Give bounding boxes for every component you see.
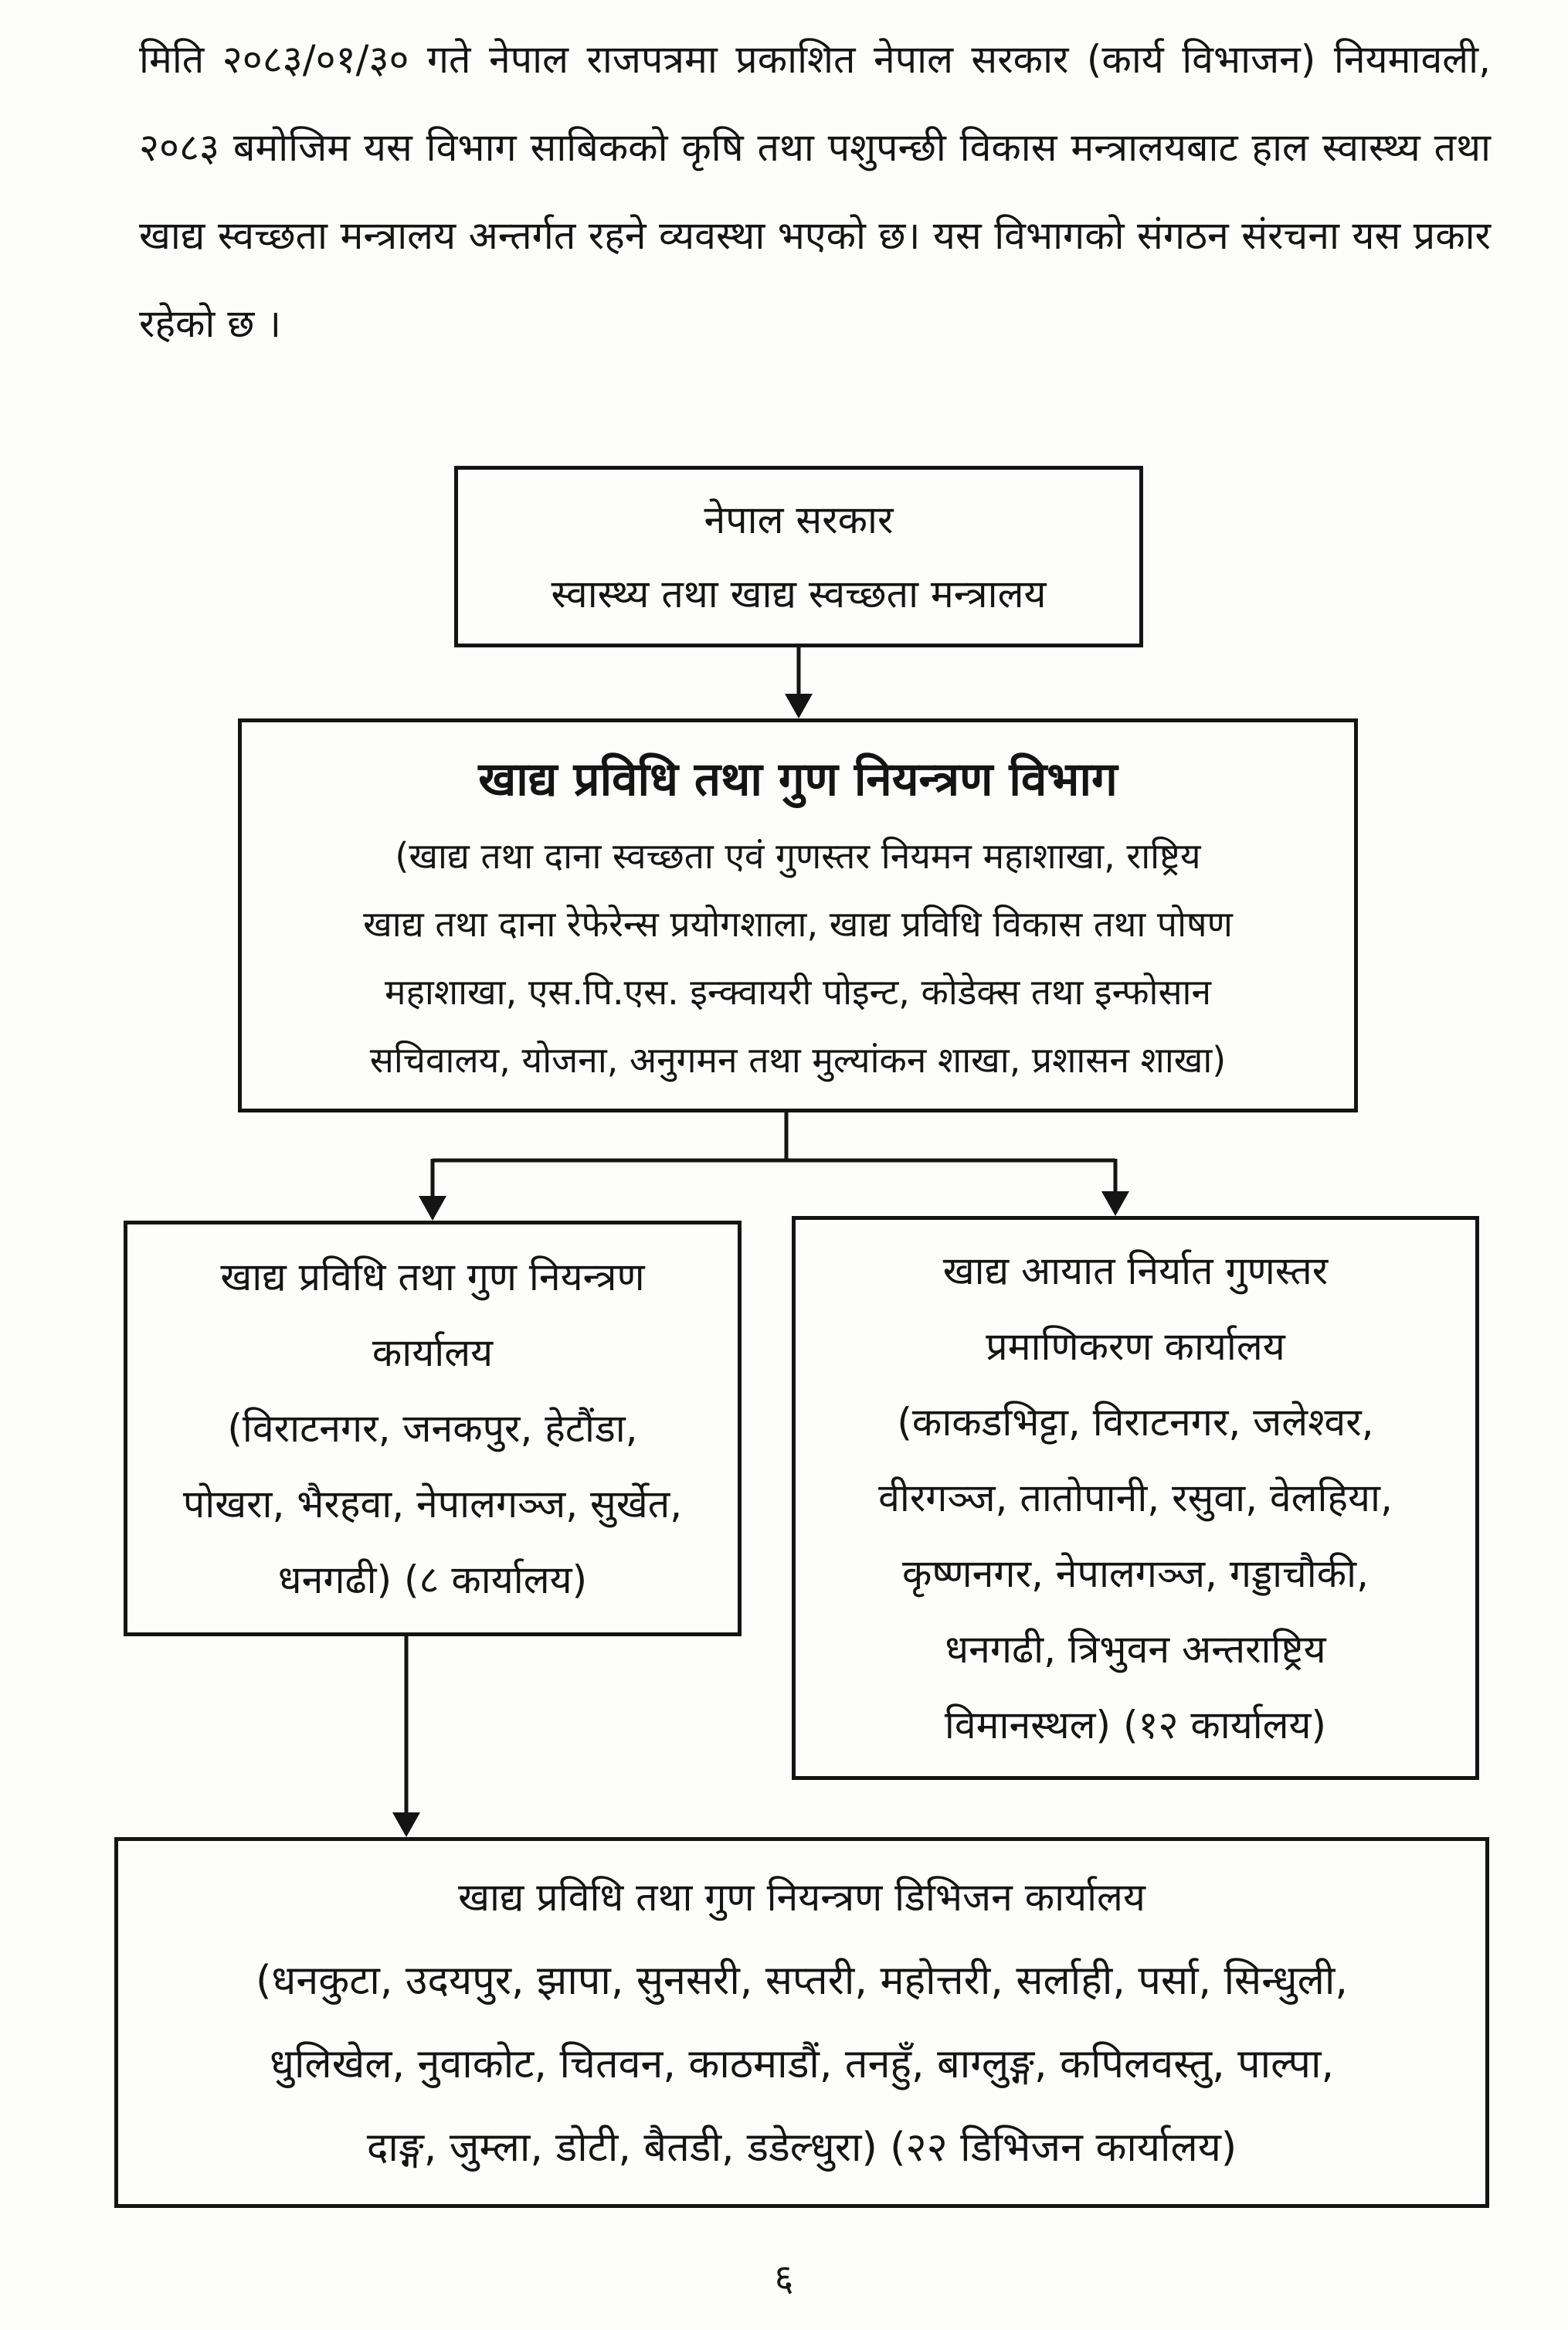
department-box: [238, 718, 1358, 1112]
quality-office-line: धनगढी) (८ कार्यालय): [277, 1557, 588, 1602]
import-export-office-line: विमानस्थल) (१२ कार्यालय): [944, 1703, 1327, 1748]
department-unit-line: (खाद्य तथा दाना स्वच्छता एवं गुणस्तर नियमन महाशाखा, राष्ट्रिय: [395, 835, 1201, 877]
quality-office-box: [124, 1221, 742, 1636]
import-export-office-line: (काकडभिट्टा, विराटनगर, जलेश्वर,: [897, 1400, 1374, 1445]
quality-office-line: कार्यालय: [372, 1330, 494, 1375]
division-office-line: (धनकुटा, उदयपुर, झापा, सुनसरी, सप्तरी, महोत्तरी, सर्लाही, पर्सा, सिन्धुली,: [256, 1958, 1348, 2004]
import-export-office-line: वीरगञ्ज, तातोपानी, रसुवा, वेलहिया,: [878, 1476, 1393, 1520]
arrowhead-division-office-icon: [392, 1812, 420, 1837]
quality-office-line: खाद्य प्रविधि तथा गुण नियन्त्रण: [220, 1255, 645, 1299]
import-export-office-line: प्रमाणिकरण कार्यालय: [986, 1324, 1285, 1369]
division-office-line: धुलिखेल, नुवाकोट, चितवन, काठमाडौं, तनहुँ, बाग्लुङ्ग, कपिलवस्तु, पाल्पा,: [269, 2041, 1334, 2087]
arrowhead-quality-office-icon: [419, 1196, 446, 1221]
page-number: ६: [774, 2257, 794, 2300]
import-export-office-line: खाद्य आयात निर्यात गुणस्तर: [942, 1248, 1329, 1293]
quality-office-line: पोखरा, भैरहवा, नेपालगञ्ज, सुर्खेत,: [182, 1482, 683, 1527]
import-export-office-box: [792, 1216, 1479, 1780]
ministry-line-2: स्वास्थ्य तथा खाद्य स्वच्छता मन्त्रालय: [551, 571, 1047, 616]
division-office-box: [114, 1837, 1489, 2208]
ministry-box: [454, 466, 1143, 647]
division-office-title: खाद्य प्रविधि तथा गुण नियन्त्रण डिभिजन कार्यालय: [458, 1875, 1145, 1920]
department-unit-line: सचिवालय, योजना, अनुगमन तथा मुल्यांकन शाखा, प्रशासन शाखा): [369, 1039, 1227, 1081]
intro-paragraph: मिति २०८३/०१/३० गते नेपाल राजपत्रमा प्रकाशित नेपाल सरकार (कार्य विभाजन) नियमावली, २०८३ बमोजिम यस विभाग साबिकको कृषि तथा पशुपन्छी विकास मन्त्रालयबाट हाल स्वास्थ्य तथा खाद्य स्वच्छता मन्त्रालय अन्तर्गत रहने व्यवस्था भएको छ। यस विभागको संगठन संरचना यस प्रकार रहेको छ ।: [139, 37, 1491, 346]
import-export-office-line: धनगढी, त्रिभुवन अन्तराष्ट्रिय: [945, 1627, 1326, 1672]
arrowhead-department-icon: [785, 694, 813, 718]
import-export-office-line: कृष्णनगर, नेपालगञ्ज, गड्डाचौकी,: [902, 1551, 1369, 1596]
ministry-line-1: नेपाल सरकार: [704, 497, 894, 542]
arrowhead-import-export-office-icon: [1101, 1191, 1129, 1216]
department-unit-line: महाशाखा, एस.पि.एस. इन्क्वायरी पोइन्ट, कोडेक्स तथा इन्फोसान: [385, 971, 1211, 1013]
department-title: खाद्य प्रविधि तथा गुण नियन्त्रण विभाग: [478, 752, 1118, 807]
division-office-line: दाङ्ग, जुम्ला, डोटी, बैतडी, डडेल्धुरा) (२२ डिभिजन कार्यालय): [366, 2125, 1237, 2171]
department-unit-line: खाद्य तथा दाना रेफेरेन्स प्रयोगशाला, खाद्य प्रविधि विकास तथा पोषण: [363, 903, 1233, 945]
quality-office-line: (विराटनगर, जनकपुर, हेटौंडा,: [227, 1406, 638, 1451]
